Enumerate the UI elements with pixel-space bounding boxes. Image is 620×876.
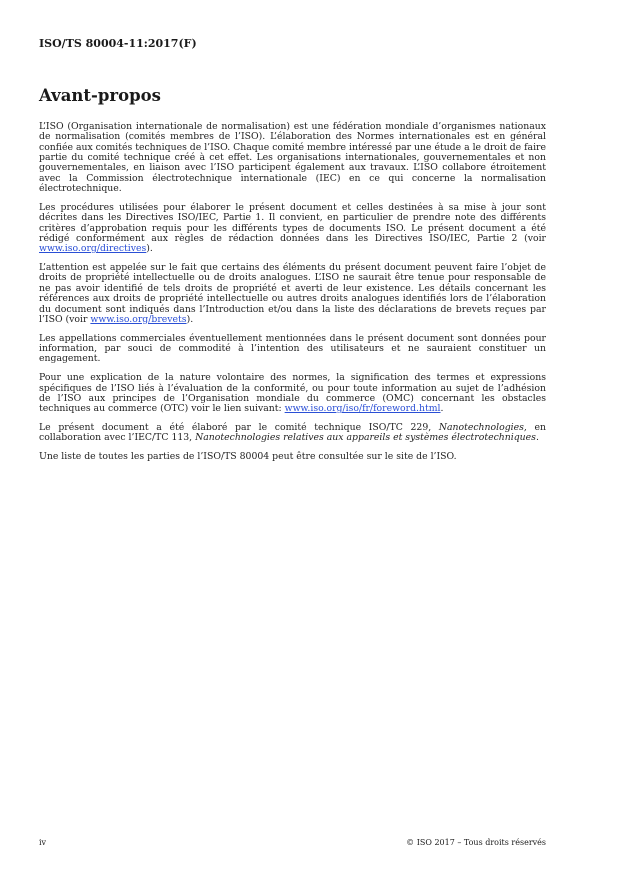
iec-committee-title: Nanotechnologies relatives aux appareils et systèmes électrotechniques xyxy=(195,432,536,444)
paragraph-text: Les procédures utilisées pour élaborer le présent document et celles destinées à sa mise à jour sont décrites dans les Directives ISO/IEC, Partie 1. Il convient, en particulier de prendre note des différents critères d’approbation requis pour les différents types de documents ISO. Le présent document a été rédigé conformément aux règles de rédaction données dans les Directives ISO/IEC, Partie 2 (voir xyxy=(39,201,546,244)
paragraph-text: Le présent document a été élaboré par le comité technique ISO/TC 229, xyxy=(39,422,439,434)
copyright-notice: © ISO 2017 – Tous droits réservés xyxy=(406,838,546,847)
paragraph-trade-names: Les appellations commerciales éventuellement mentionnées dans le présent document sont données pour information, par souci de commodité à l’intention des utilisateurs et ne sauraient constituer un engagement. xyxy=(39,332,546,365)
paragraph-text: , en collaboration avec l’IEC/TC 113, xyxy=(39,422,547,444)
committee-title: Nanotechnologies xyxy=(438,422,524,434)
page-number: iv xyxy=(39,838,47,847)
paragraph-text: Pour une explication de la nature volontaire des normes, la signification des termes et expressions spécifiques de l’ISO liés à l’évaluation de la conformité, ou pour toute information au sujet de l’adhésion de l’ISO aux principes de l’Organisation mondiale du commerce (OMC) concernant les obstacles techniques au commerce (OTC) voir le lien suivant: xyxy=(39,372,546,415)
foreword-link[interactable]: www.iso.org/iso/fr/foreword.html xyxy=(284,403,441,415)
foreword-body xyxy=(39,122,546,471)
paragraph-text: L’attention est appelée sur le fait que certains des éléments du présent document peuvent faire l’objet de droits de propriété intellectuelle ou de droits analogues. L’ISO ne saurait être tenue pour responsable de ne pas avoir identifié de tels droits de propriété et averti de leur existence. Les détails concernant les références aux droits de propriété intellectuelle ou autres droits analogues identifiés lors de l’élaboration du document sont indiqués dans l’Introduction et/ou dans la liste des déclarations de brevets reçues par l’ISO (voir xyxy=(39,262,546,325)
paragraph-parts-list: Une liste de toutes les parties de l’ISO/TS 80004 peut être consultée sur le site de l’ISO. xyxy=(39,451,457,463)
document-id: ISO/TS 80004-11:2017(F) xyxy=(39,37,197,50)
page-title: Avant-propos xyxy=(39,86,161,105)
paragraph-voluntary-nature xyxy=(39,373,546,414)
paragraph-procedures xyxy=(39,203,546,255)
paragraph-text-end: ). xyxy=(186,313,194,325)
paragraph-committee xyxy=(39,423,546,444)
paragraph-text-end: . xyxy=(535,432,539,444)
patents-link[interactable]: www.iso.org/brevets xyxy=(90,313,187,325)
paragraph-iso-intro: L’ISO (Organisation internationale de normalisation) est une fédération mondiale d’organismes nationaux de normalisation (comités membres de l’ISO). L’élaboration des Normes internationales est en général confiée aux comités techniques de l’ISO. Chaque comité membre intéressé par une étude a le droit de faire partie du comité technique créé à cet effet. Les organisations internationales, gouvernementales et non gouvernementales, en liaison avec l’ISO participent également aux travaux. L’ISO collabore étroitement avec la Commission électrotechnique internationale (IEC) en ce qui concerne la normalisation électrotechnique. xyxy=(39,121,546,195)
directives-link[interactable]: www.iso.org/directives xyxy=(39,243,147,255)
paragraph-text-end: ). xyxy=(146,243,153,255)
paragraph-text-end: . xyxy=(440,403,444,415)
paragraph-patents xyxy=(39,263,546,325)
